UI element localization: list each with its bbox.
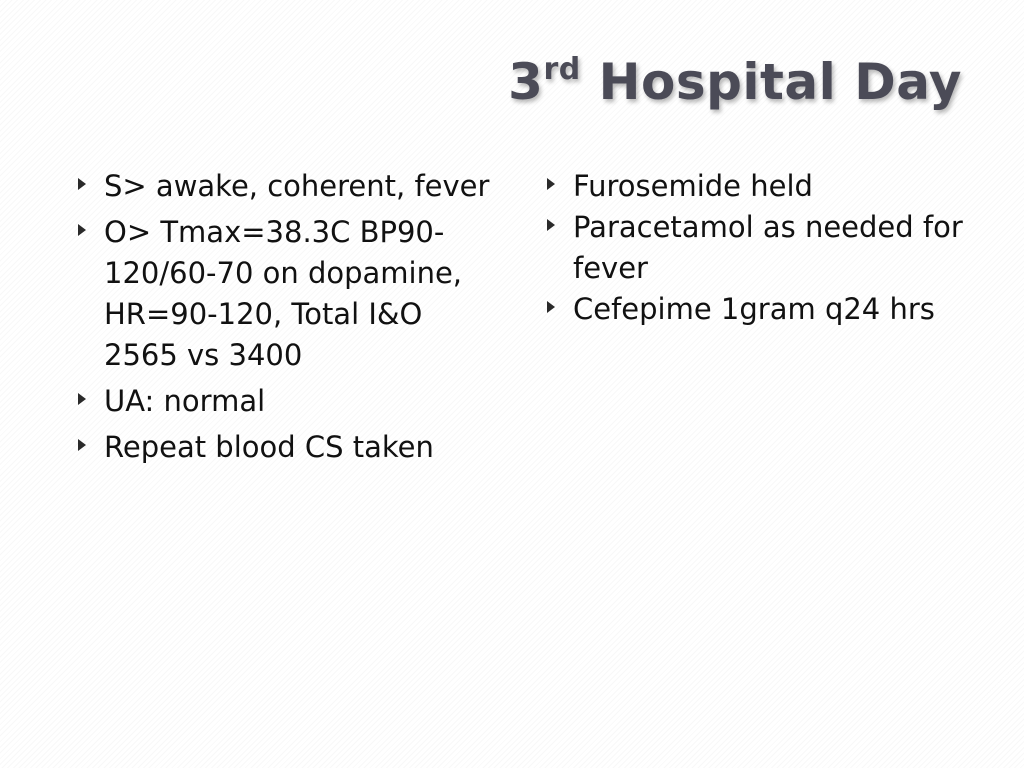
bullet-icon bbox=[78, 439, 86, 451]
bullet-item bbox=[72, 212, 502, 376]
bullet-text: Paracetamol as needed for fever bbox=[573, 210, 963, 285]
bullet-text: Cefepime 1gram q24 hrs bbox=[573, 292, 935, 326]
bullet-text: UA: normal bbox=[104, 384, 266, 418]
title-number: 3 bbox=[508, 53, 544, 111]
bullet-text: O> Tmax=38.3C BP90-120/60-70 on dopamine, HR=90-120, Total I&O 2565 vs 3400 bbox=[104, 215, 463, 372]
bullet-icon bbox=[78, 178, 86, 190]
bullet-item bbox=[541, 207, 971, 289]
bullet-text: S> awake, coherent, fever bbox=[104, 169, 490, 203]
bullet-icon bbox=[78, 393, 86, 405]
bullet-item bbox=[541, 289, 971, 330]
bullet-icon bbox=[78, 224, 86, 236]
title-text: Hospital Day bbox=[580, 53, 962, 111]
bullet-icon bbox=[547, 219, 555, 231]
left-bullet-list bbox=[72, 166, 502, 473]
slide-title bbox=[508, 52, 962, 112]
bullet-item bbox=[72, 381, 502, 422]
bullet-item bbox=[72, 166, 502, 207]
bullet-icon bbox=[547, 301, 555, 313]
right-bullet-list bbox=[541, 166, 971, 330]
bullet-text: Furosemide held bbox=[573, 169, 813, 203]
bullet-icon bbox=[547, 178, 555, 190]
bullet-item bbox=[72, 427, 502, 468]
title-ordinal-suffix: rd bbox=[543, 52, 581, 87]
bullet-text: Repeat blood CS taken bbox=[104, 430, 434, 464]
bullet-item bbox=[541, 166, 971, 207]
